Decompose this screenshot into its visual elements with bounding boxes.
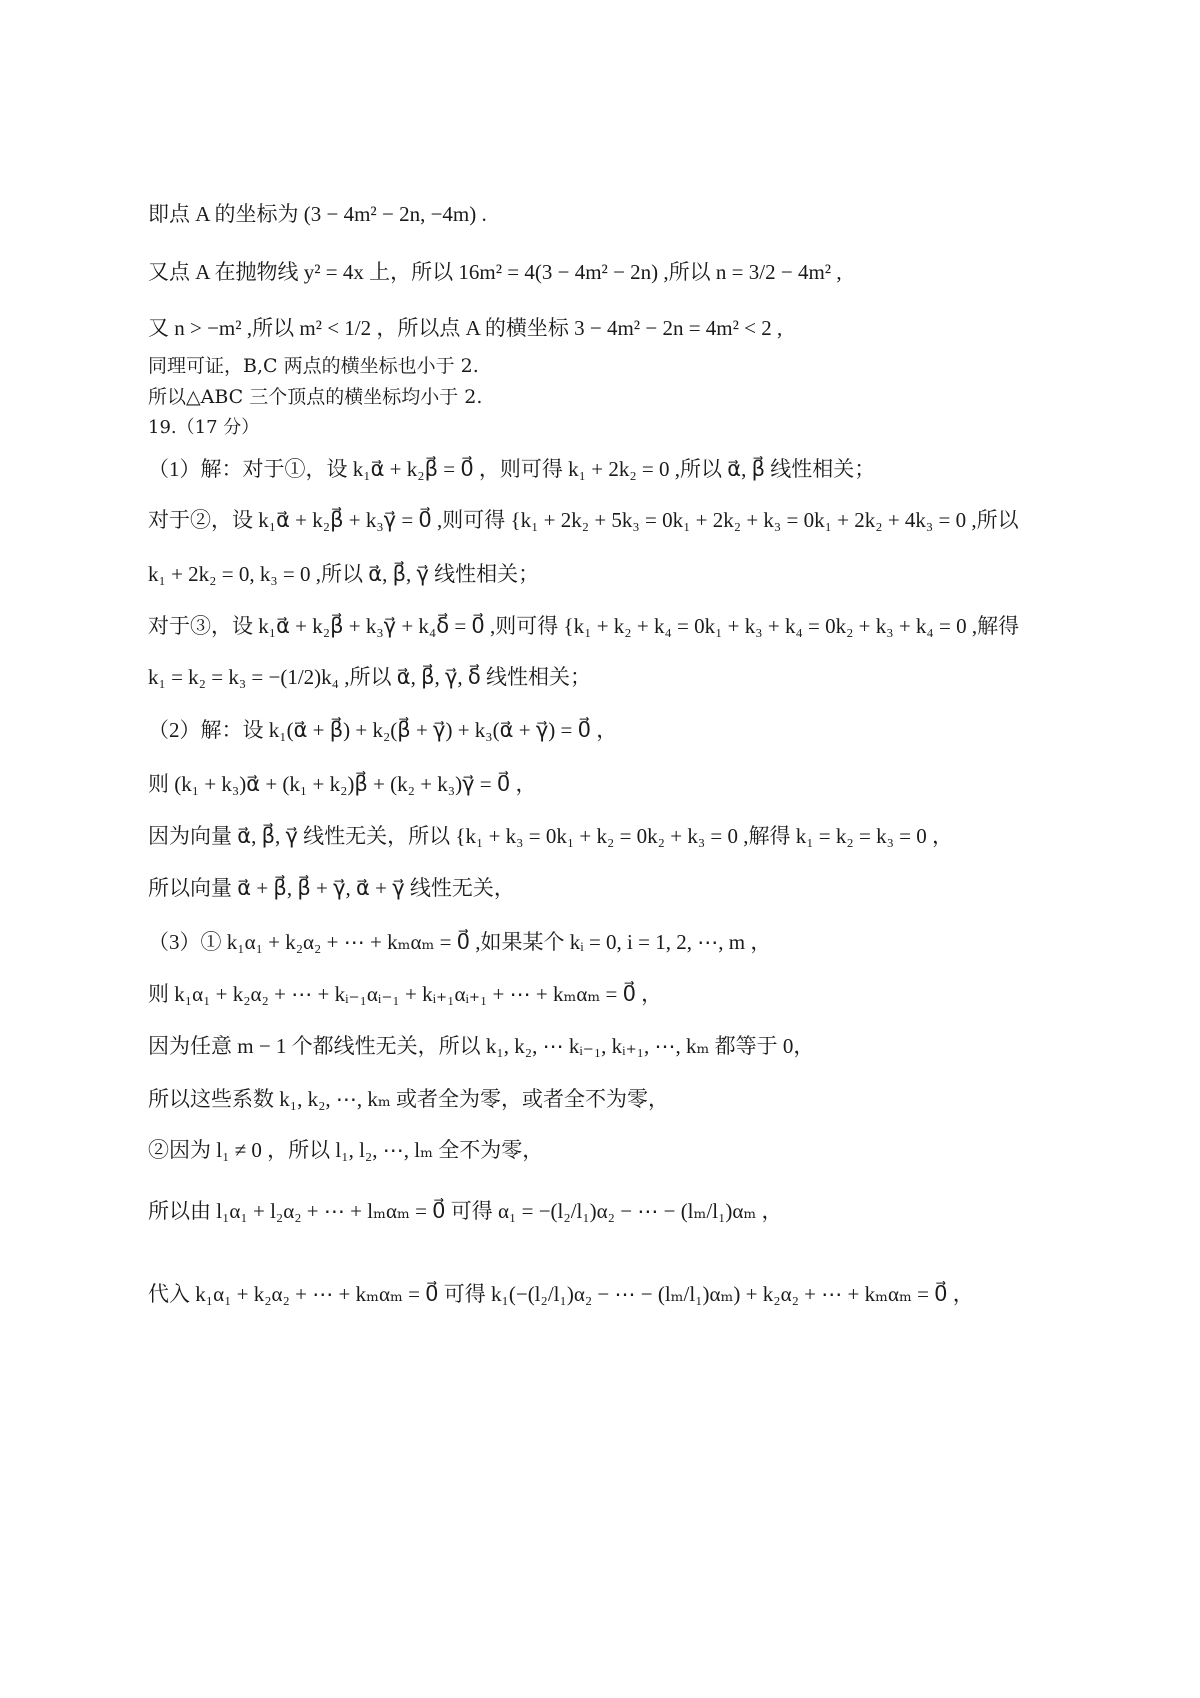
text-line-13: 则 (k₁ + k₃)α⃗ + (k₁ + k₂)β⃗ + (k₂ + k₃)γ⃗ = 0⃗ ，: [148, 772, 537, 796]
text-line-21: 所以由 l₁α₁ + l₂α₂ + ⋯ + lₘαₘ = 0⃗ 可得 α₁ = −(l₂/l₁)α₂ − ⋯ − (lₘ/l₁)αₘ ，: [148, 1199, 783, 1223]
text-line-11: k₁ = k₂ = k₃ = −(1/2)k₄ ,所以 α⃗, β⃗, γ⃗, δ⃗ 线性相关；: [148, 665, 591, 689]
text-line-3: 又 n > −m² ,所以 m² < 1/2 ，所以点 A 的横坐标 3 − 4m² − 2n = 4m² < 2 ,: [148, 316, 783, 340]
text-line-8: 对于②，设 k₁α⃗ + k₂β⃗ + k₃γ⃗ = 0⃗ ,则可得 {k₁ + 2k₂ + 5k₃ = 0k₁ + 2k₂ + k₃ = 0k₁ + 2k₂ + 4k₃ = 0 ,所以: [148, 508, 1019, 532]
text-line-22: 代入 k₁α₁ + k₂α₂ + ⋯ + kₘαₘ = 0⃗ 可得 k₁(−(l₂/l₁)α₂ − ⋯ − (lₘ/l₁)αₘ) + k₂α₂ + ⋯ + kₘαₘ = 0⃗ ，: [148, 1282, 974, 1306]
text-line-10: 对于③，设 k₁α⃗ + k₂β⃗ + k₃γ⃗ + k₄δ⃗ = 0⃗ ,则可得 {k₁ + k₂ + k₄ = 0k₁ + k₃ + k₄ = 0k₂ + k₃ + k₄ = 0 ,解得: [148, 614, 1020, 638]
text-line-4: 同理可证，B,C 两点的横坐标也小于 2.: [148, 355, 479, 377]
text-line-12: （2）解：设 k₁(α⃗ + β⃗) + k₂(β⃗ + γ⃗) + k₃(α⃗ + γ⃗) = 0⃗ ，: [148, 718, 618, 742]
question-heading: 19.（17 分）: [148, 417, 260, 438]
text-line-18: 因为任意 m − 1 个都线性无关，所以 k₁, k₂, ⋯ kᵢ₋₁, kᵢ₊₁, ⋯, kₘ 都等于 0，: [148, 1034, 815, 1058]
text-line-14: 因为向量 α⃗, β⃗, γ⃗ 线性无关，所以 {k₁ + k₃ = 0k₁ + k₂ = 0k₂ + k₃ = 0 ,解得 k₁ = k₂ = k₃ = 0 ，: [148, 824, 953, 848]
text-line-1: 即点 A 的坐标为 (3 − 4m² − 2n, −4m) .: [148, 202, 487, 226]
text-line-15: 所以向量 α⃗ + β⃗, β⃗ + γ⃗, α⃗ + γ⃗ 线性无关，: [148, 876, 515, 900]
text-line-2: 又点 A 在抛物线 y² = 4x 上，所以 16m² = 4(3 − 4m² − 2n) ,所以 n = 3/2 − 4m² ,: [148, 260, 842, 284]
text-line-16: （3）① k₁α₁ + k₂α₂ + ⋯ + kₘαₘ = 0⃗ ,如果某个 kᵢ = 0, i = 1, 2, ⋯, m ，: [148, 930, 772, 954]
text-line-20: ②因为 l₁ ≠ 0 ，所以 l₁, l₂, ⋯, lₘ 全不为零，: [148, 1138, 544, 1162]
text-line-9: k₁ + 2k₂ = 0, k₃ = 0 ,所以 α⃗, β⃗, γ⃗ 线性相关；: [148, 562, 540, 586]
text-line-5: 所以△ABC 三个顶点的横坐标均小于 2.: [148, 386, 483, 408]
text-line-17: 则 k₁α₁ + k₂α₂ + ⋯ + kᵢ₋₁αᵢ₋₁ + kᵢ₊₁αᵢ₊₁ + ⋯ + kₘαₘ = 0⃗ ，: [148, 982, 663, 1006]
text-line-7: （1）解：对于①，设 k₁α⃗ + k₂β⃗ = 0⃗ ，则可得 k₁ + 2k₂ = 0 ,所以 α⃗, β⃗ 线性相关；: [148, 457, 876, 481]
text-line-19: 所以这些系数 k₁, k₂, ⋯, kₘ 或者全为零，或者全不为零，: [148, 1087, 670, 1111]
